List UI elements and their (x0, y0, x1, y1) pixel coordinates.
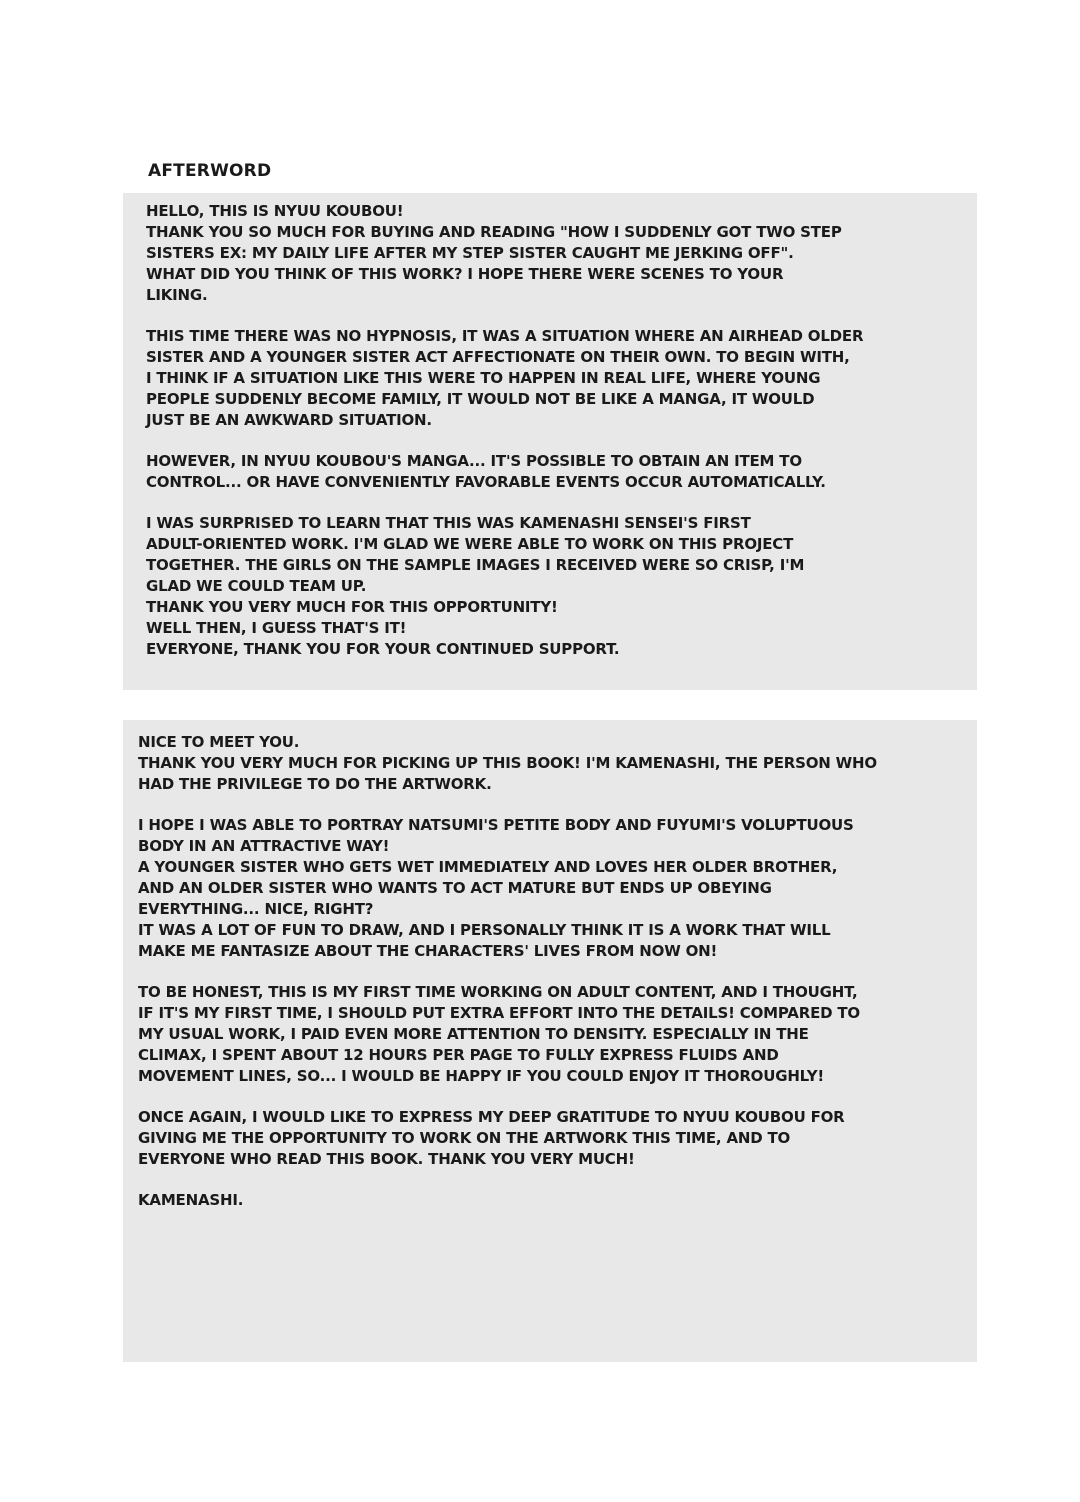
publisher-paragraphs (146, 201, 959, 660)
afterword-artist-panel (123, 720, 977, 1362)
text-line: I WAS SURPRISED TO LEARN THAT THIS WAS KAMENASHI SENSEI'S FIRST (146, 514, 751, 532)
text-line: HELLO, THIS IS NYUU KOUBOU! (146, 202, 404, 220)
text-line: EVERYONE, THANK YOU FOR YOUR CONTINUED SUPPORT. (146, 640, 620, 658)
paragraph (146, 201, 959, 306)
text-line: PEOPLE SUDDENLY BECOME FAMILY, IT WOULD NOT BE LIKE A MANGA, IT WOULD (146, 390, 815, 408)
text-line: EVERYTHING... NICE, RIGHT? (138, 900, 374, 918)
text-line: WELL THEN, I GUESS THAT'S IT! (146, 619, 407, 637)
text-line: LIKING. (146, 286, 208, 304)
text-line: JUST BE AN AWKWARD SITUATION. (146, 411, 432, 429)
text-line: I THINK IF A SITUATION LIKE THIS WERE TO HAPPEN IN REAL LIFE, WHERE YOUNG (146, 369, 821, 387)
text-line: TOGETHER. THE GIRLS ON THE SAMPLE IMAGES I RECEIVED WERE SO CRISP, I'M (146, 556, 805, 574)
text-line: HAD THE PRIVILEGE TO DO THE ARTWORK. (138, 775, 492, 793)
paragraph (138, 1190, 959, 1211)
text-line: MOVEMENT LINES, SO... I WOULD BE HAPPY IF YOU COULD ENJOY IT THOROUGHLY! (138, 1067, 824, 1085)
text-line: I HOPE I WAS ABLE TO PORTRAY NATSUMI'S PETITE BODY AND FUYUMI'S VOLUPTUOUS (138, 816, 854, 834)
text-line: THANK YOU SO MUCH FOR BUYING AND READING "HOW I SUDDENLY GOT TWO STEP (146, 223, 842, 241)
text-line: A YOUNGER SISTER WHO GETS WET IMMEDIATELY AND LOVES HER OLDER BROTHER, (138, 858, 838, 876)
text-line: SISTER AND A YOUNGER SISTER ACT AFFECTIONATE ON THEIR OWN. TO BEGIN WITH, (146, 348, 850, 366)
text-line: HOWEVER, IN NYUU KOUBOU'S MANGA... IT'S POSSIBLE TO OBTAIN AN ITEM TO (146, 452, 802, 470)
paragraph (138, 982, 959, 1087)
text-line: IT WAS A LOT OF FUN TO DRAW, AND I PERSONALLY THINK IT IS A WORK THAT WILL (138, 921, 831, 939)
text-line: THANK YOU VERY MUCH FOR THIS OPPORTUNITY! (146, 598, 558, 616)
text-line: CONTROL... OR HAVE CONVENIENTLY FAVORABLE EVENTS OCCUR AUTOMATICALLY. (146, 473, 826, 491)
text-line: EVERYONE WHO READ THIS BOOK. THANK YOU VERY MUCH! (138, 1150, 635, 1168)
paragraph (146, 326, 959, 431)
text-line: NICE TO MEET YOU. (138, 733, 300, 751)
paragraph (138, 1107, 959, 1170)
text-line: THIS TIME THERE WAS NO HYPNOSIS, IT WAS A SITUATION WHERE AN AIRHEAD OLDER (146, 327, 864, 345)
text-line: IF IT'S MY FIRST TIME, I SHOULD PUT EXTRA EFFORT INTO THE DETAILS! COMPARED TO (138, 1004, 860, 1022)
text-line: THANK YOU VERY MUCH FOR PICKING UP THIS BOOK! I'M KAMENASHI, THE PERSON WHO (138, 754, 877, 772)
text-line: SISTERS EX: MY DAILY LIFE AFTER MY STEP SISTER CAUGHT ME JERKING OFF". (146, 244, 794, 262)
text-line: KAMENASHI. (138, 1191, 244, 1209)
text-line: TO BE HONEST, THIS IS MY FIRST TIME WORKING ON ADULT CONTENT, AND I THOUGHT, (138, 983, 858, 1001)
text-line: GIVING ME THE OPPORTUNITY TO WORK ON THE ARTWORK THIS TIME, AND TO (138, 1129, 791, 1147)
paragraph (146, 513, 959, 660)
artist-paragraphs (138, 732, 959, 1211)
text-line: ADULT-ORIENTED WORK. I'M GLAD WE WERE ABLE TO WORK ON THIS PROJECT (146, 535, 794, 553)
text-line: AND AN OLDER SISTER WHO WANTS TO ACT MATURE BUT ENDS UP OBEYING (138, 879, 772, 897)
paragraph (146, 451, 959, 493)
text-line: WHAT DID YOU THINK OF THIS WORK? I HOPE THERE WERE SCENES TO YOUR (146, 265, 784, 283)
text-line: BODY IN AN ATTRACTIVE WAY! (138, 837, 390, 855)
text-line: MAKE ME FANTASIZE ABOUT THE CHARACTERS' LIVES FROM NOW ON! (138, 942, 718, 960)
text-line: MY USUAL WORK, I PAID EVEN MORE ATTENTION TO DENSITY. ESPECIALLY IN THE (138, 1025, 809, 1043)
page-title: AFTERWORD (148, 161, 272, 181)
text-line: ONCE AGAIN, I WOULD LIKE TO EXPRESS MY DEEP GRATITUDE TO NYUU KOUBOU FOR (138, 1108, 845, 1126)
paragraph (138, 732, 959, 795)
text-line: CLIMAX, I SPENT ABOUT 12 HOURS PER PAGE TO FULLY EXPRESS FLUIDS AND (138, 1046, 779, 1064)
afterword-publisher-panel (123, 193, 977, 690)
text-line: GLAD WE COULD TEAM UP. (146, 577, 367, 595)
paragraph (138, 815, 959, 962)
